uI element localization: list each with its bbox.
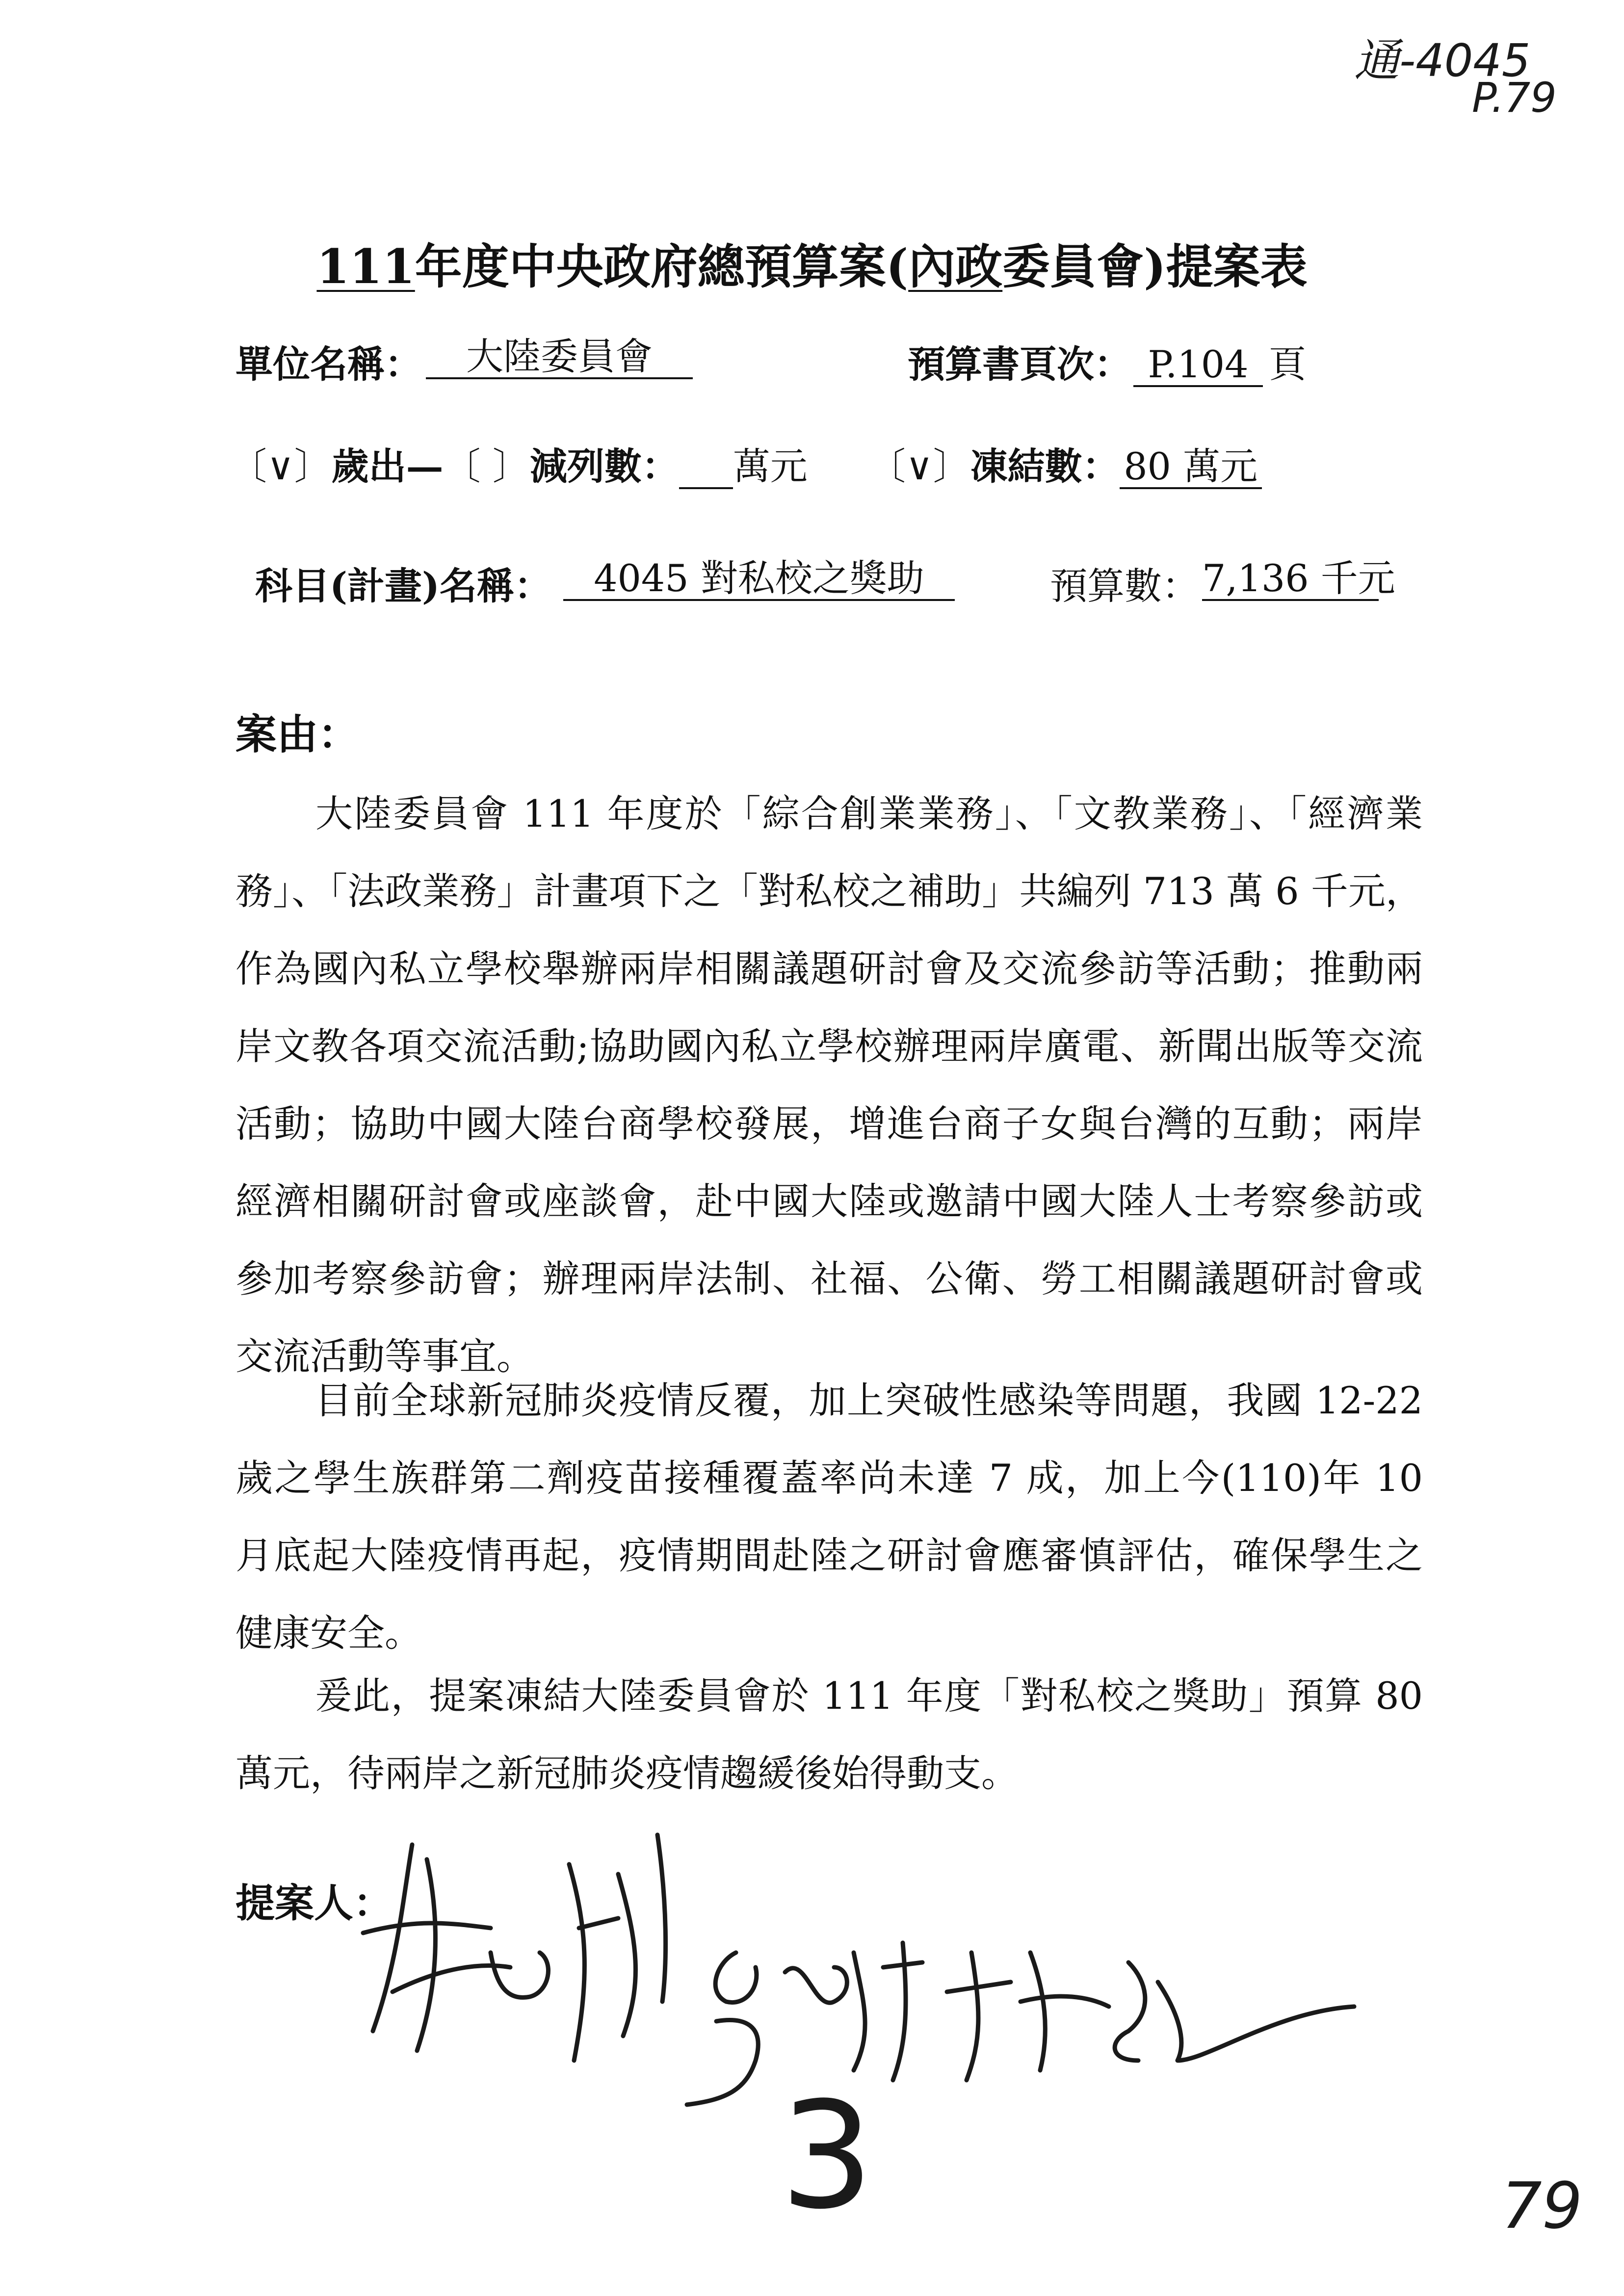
page-ref-label: 預算書頁次： <box>908 342 1131 386</box>
paragraph-3-text: 爰此，提案凍結大陸委員會於 111 年度「對私校之獎助」預算 80 萬元，待兩岸之新冠肺炎疫情趨緩後始得動支。 <box>236 1674 1423 1795</box>
corner-note-code: 通-4045 <box>1354 34 1531 87</box>
corner-note-page: P.79 <box>1472 74 1557 122</box>
reason-paragraph-3 <box>236 1657 1423 1812</box>
reduce-blank <box>679 446 733 489</box>
freeze-label: 凍結數： <box>970 444 1120 488</box>
freeze-row <box>868 437 1262 490</box>
budget-label: 預算數： <box>1050 564 1199 608</box>
paragraph-1-text: 大陸委員會 111 年度於「綜合創業業務」、「文教業務」、「經濟業務」、「法政業務」計畫項下之「對私校之補助」共編列 713 萬 6 千元，作為國內私立學校舉辦兩岸相關議題研討會及交流參訪等活動；推動兩岸文教各項交流活動;協助國內私立學校辦理兩岸廣電、新聞出版等交流活動；協助中國大陸台商學校發展，增進台商子女與台灣的互動；兩岸經濟相關研討會或座談會，赴中國大陸或邀請中國大陸人士考察參訪或參加考察參訪會；辦理兩岸法制、社福、公衛、勞工相關議題研討會或交流活動等事宜。 <box>236 792 1423 1378</box>
options-row <box>230 437 808 490</box>
check-expenditure: 〔∨〕 <box>230 444 332 488</box>
signature-count: 3 <box>780 2070 874 2242</box>
reason-paragraph-2 <box>236 1362 1423 1672</box>
page-ref-value <box>1133 335 1306 388</box>
paragraph-2-text: 目前全球新冠肺炎疫情反覆，加上突破性感染等問題，我國 12-22 歲之學生族群第二劑疫苗接種覆蓋率尚未達 7 成，加上今(110)年 10 月底起大陸疫情再起，疫情期間赴陸之研討會應審慎評估，確保學生之健康安全。 <box>236 1379 1423 1655</box>
signature-1 <box>363 1845 635 2061</box>
page-ref-field: P.104 <box>1133 344 1263 387</box>
page-title <box>0 230 1624 297</box>
title-rest: 委員會)提案表 <box>1002 239 1308 294</box>
proposer-label: 提案人： <box>236 1880 393 1926</box>
title-year: 111 <box>316 239 415 294</box>
reduce-unit: 萬元 <box>733 444 808 488</box>
freeze-value: 80 萬元 <box>1120 446 1262 489</box>
unit-field: 大陸委員會 <box>426 336 693 379</box>
check-freeze: 〔∨〕 <box>868 444 970 488</box>
subject-field: 4045 對私校之獎助 <box>563 558 955 601</box>
reason-heading: 案由： <box>236 710 360 758</box>
subject-label: 科目(計畫)名稱： <box>255 564 551 608</box>
unit-value <box>426 335 693 379</box>
title-text: 年度中央政府總預算案( <box>415 239 909 294</box>
budget-value <box>1202 556 1395 601</box>
page-ref-suffix: 頁 <box>1269 342 1306 386</box>
page-number: 79 <box>1501 2168 1583 2243</box>
subject-value <box>563 556 955 601</box>
budget-field: 7,136 千元 <box>1202 556 1395 600</box>
signature-3 <box>947 1953 1354 2080</box>
unit-label: 單位名稱： <box>236 342 422 386</box>
expenditure-label: 歲出— <box>331 444 444 488</box>
check-reduce: 〔 〕 <box>443 444 530 488</box>
reason-paragraph-1 <box>236 775 1423 1395</box>
title-committee: 內政 <box>908 239 1003 294</box>
reduce-label: 減列數： <box>529 444 679 488</box>
